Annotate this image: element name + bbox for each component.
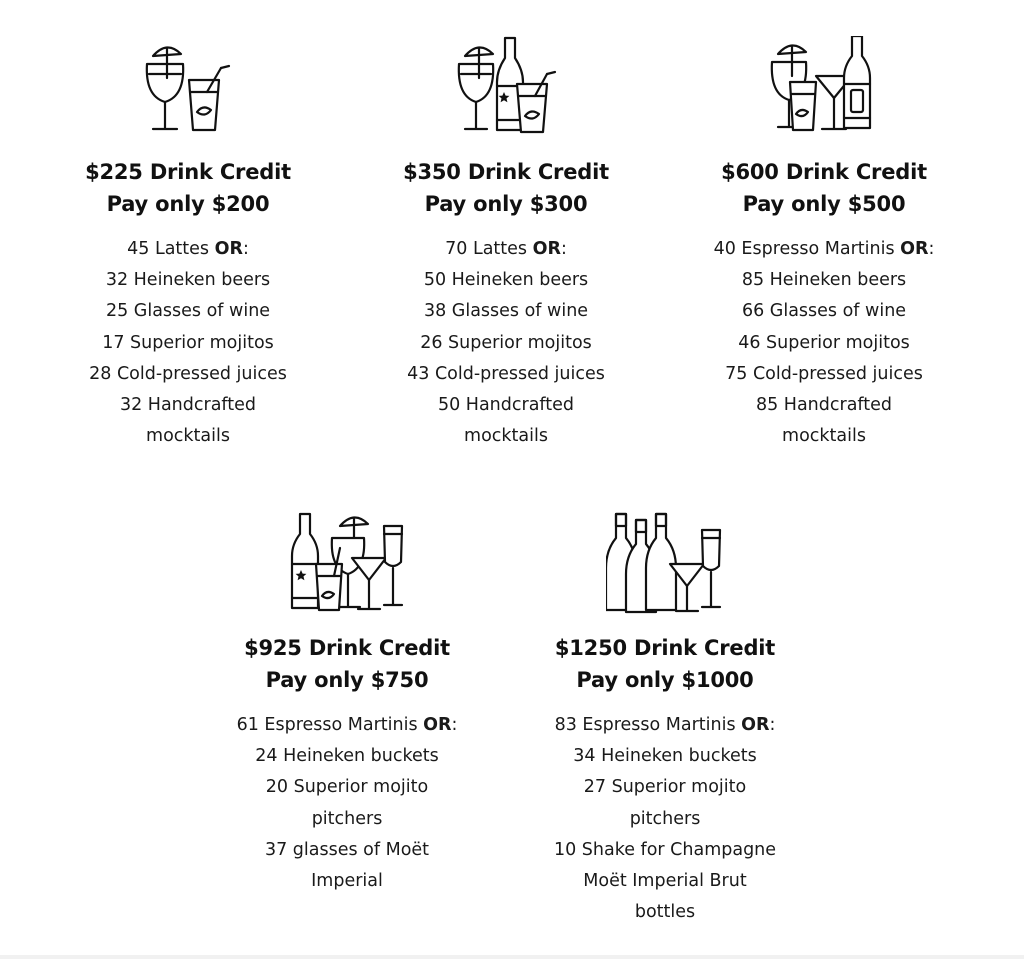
- credit-amount: $600 Drink Credit: [721, 160, 927, 184]
- or-label: OR: [532, 239, 561, 259]
- drink-options-list: [38, 234, 338, 452]
- first-option: [674, 234, 974, 265]
- colon: :: [928, 239, 935, 259]
- option-line: 28 Cold-pressed juices: [89, 363, 287, 384]
- pay-amount: Pay only $1000: [576, 668, 754, 692]
- option-line: Imperial: [311, 871, 383, 892]
- first-option-text: 83 Espresso Martinis: [554, 715, 742, 735]
- package-card-350: [356, 36, 656, 452]
- option-line: 85 Heineken beers: [741, 270, 907, 291]
- beer-cocktail-martini-champagne-icon: [197, 512, 497, 616]
- credit-title: [356, 156, 656, 220]
- option-line: 26 Superior mojitos: [420, 332, 592, 353]
- option-line: 66 Glasses of wine: [741, 301, 907, 322]
- option-line: 25 Glasses of wine: [105, 301, 271, 322]
- credit-amount: $925 Drink Credit: [244, 636, 450, 660]
- credit-title: [38, 156, 338, 220]
- bottom-divider: [0, 955, 1024, 959]
- or-label: OR: [900, 239, 929, 259]
- colon: :: [769, 715, 776, 735]
- option-line: 43 Cold-pressed juices: [407, 363, 605, 384]
- credit-title: [674, 156, 974, 220]
- option-line: mocktails: [146, 426, 230, 447]
- pay-amount: Pay only $500: [742, 192, 906, 216]
- credit-title: [197, 632, 497, 696]
- credit-amount: $225 Drink Credit: [85, 160, 291, 184]
- option-line: mocktails: [464, 426, 548, 447]
- drink-options-list: [356, 234, 656, 452]
- option-line: 75 Cold-pressed juices: [725, 363, 923, 384]
- drink-options-list: [515, 710, 815, 928]
- option-line: 37 glasses of Moët: [264, 839, 430, 860]
- option-line: pitchers: [629, 808, 701, 829]
- option-line: 85 Handcrafted: [755, 395, 893, 416]
- option-line: 34 Heineken buckets: [573, 746, 757, 767]
- option-line: 32 Heineken beers: [105, 270, 271, 291]
- package-card-225: [38, 36, 338, 452]
- first-option-text: 40 Espresso Martinis: [713, 239, 901, 259]
- credit-amount: $1250 Drink Credit: [554, 636, 776, 660]
- first-option-text: 70 Lattes: [445, 239, 533, 259]
- drink-options-list: [197, 710, 497, 897]
- package-card-1250: [515, 512, 815, 928]
- champagne-bottles-martini-icon: [515, 512, 815, 616]
- colon: :: [242, 239, 249, 259]
- option-line: 10 Shake for Champagne: [553, 839, 777, 860]
- package-card-925: [197, 512, 497, 897]
- pay-amount: Pay only $750: [265, 668, 429, 692]
- first-option: [38, 234, 338, 265]
- first-option-text: 45 Lattes: [127, 239, 215, 259]
- option-line: 17 Superior mojitos: [102, 332, 274, 353]
- first-option: [197, 710, 497, 741]
- option-line: pitchers: [311, 808, 383, 829]
- first-option: [356, 234, 656, 265]
- credit-amount: $350 Drink Credit: [403, 160, 609, 184]
- cocktail-beer-juice-icon: [356, 36, 656, 140]
- first-option-text: 61 Espresso Martinis: [236, 715, 424, 735]
- or-label: OR: [423, 715, 452, 735]
- pay-amount: Pay only $300: [424, 192, 588, 216]
- option-line: 24 Heineken buckets: [255, 746, 439, 767]
- or-label: OR: [214, 239, 243, 259]
- option-line: mocktails: [782, 426, 866, 447]
- option-line: Moët Imperial Brut: [583, 871, 747, 892]
- option-line: 27 Superior mojito: [583, 777, 747, 798]
- package-card-600: [674, 36, 974, 452]
- option-line: 20 Superior mojito: [265, 777, 429, 798]
- option-line: 46 Superior mojitos: [738, 332, 910, 353]
- colon: :: [451, 715, 458, 735]
- option-line: 50 Handcrafted: [437, 395, 575, 416]
- or-label: OR: [741, 715, 770, 735]
- first-option: [515, 710, 815, 741]
- cocktail-juice-icon: [38, 36, 338, 140]
- pay-amount: Pay only $200: [106, 192, 270, 216]
- credit-title: [515, 632, 815, 696]
- colon: :: [560, 239, 567, 259]
- option-line: 50 Heineken beers: [423, 270, 589, 291]
- option-line: 32 Handcrafted: [119, 395, 257, 416]
- drink-options-list: [674, 234, 974, 452]
- cocktail-martini-beer-icon: [674, 36, 974, 140]
- option-line: 38 Glasses of wine: [423, 301, 589, 322]
- option-line: bottles: [634, 902, 696, 923]
